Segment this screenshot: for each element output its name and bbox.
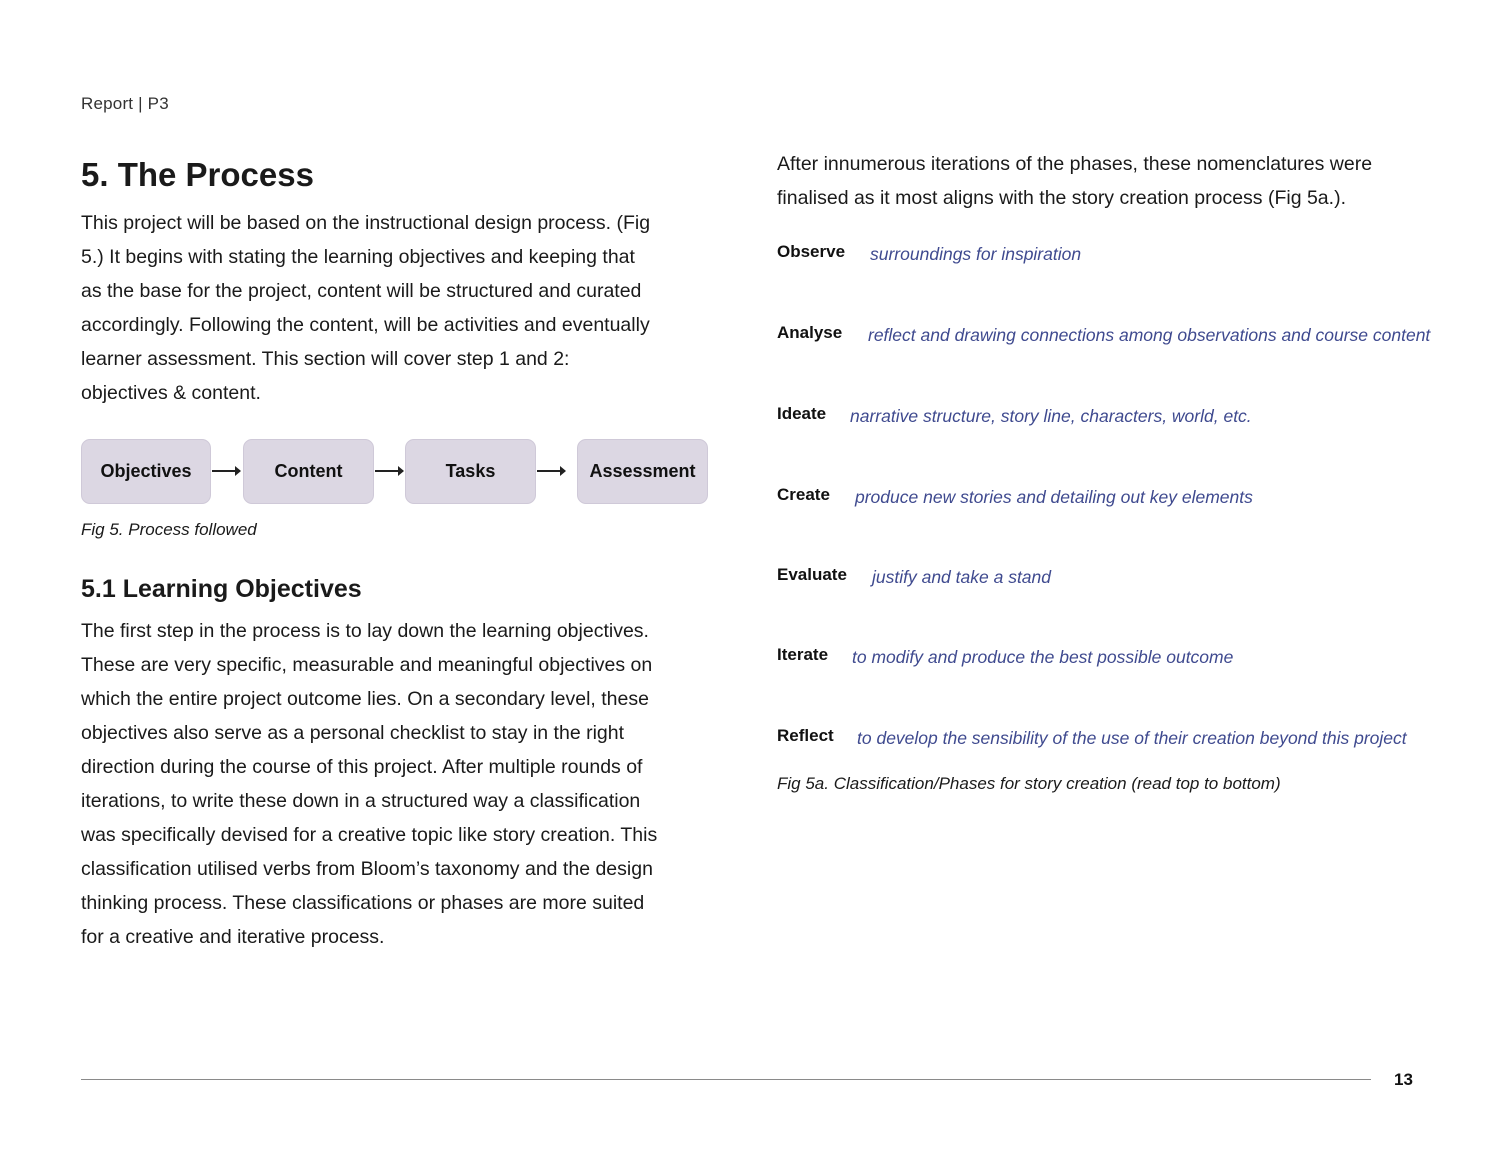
phase-desc-iterate: to modify and produce the best possible outcome: [852, 647, 1234, 667]
page-number: 13: [1394, 1070, 1413, 1089]
learning-objectives-paragraph: The first step in the process is to lay down the learning objectives. These are very specific, measurable and meaningful objectives on which the entire project outcome lies. On a secondary level, these objectives also serve as a personal checklist to stay in the right direction during the course of this project. After multiple rounds of iterations, to write these down in a structured way a classification was specifically devised for a creative topic like story creation. This classification utilised verbs from Bloom’s taxonomy and the design thinking process. These classifications or phases are more suited for a creative and iterative process.: [81, 620, 658, 948]
figure-caption-phases: Fig 5a. Classification/Phases for story creation (read top to bottom): [777, 774, 1281, 793]
phase-term-create: Create: [777, 485, 830, 504]
arrow-right-icon: [537, 470, 565, 472]
phase-term-reflect: Reflect: [777, 726, 834, 745]
phase-desc-analyse: reflect and drawing connections among observations and course content: [868, 325, 1431, 345]
phase-term-evaluate: Evaluate: [777, 565, 847, 584]
phase-term-analyse: Analyse: [777, 323, 843, 342]
phase-desc-create: produce new stories and detailing out key elements: [855, 487, 1253, 507]
phase-desc-observe: surroundings for inspiration: [870, 244, 1082, 264]
phases-intro-paragraph: After innumerous iterations of the phases, these nomenclatures were finalised as it most aligns with the story creation process (Fig 5a.).: [777, 153, 1373, 209]
footer-divider: [81, 1079, 1371, 1080]
phase-term-iterate: Iterate: [777, 645, 829, 664]
figure-caption-process: Fig 5. Process followed: [81, 520, 257, 539]
section-intro-paragraph: This project will be based on the instructional design process. (Fig 5.) It begins with stating the learning objectives and keeping that as the base for the project, content will be structured and curated accordingly. Following the content, will be activities and eventually learner assessment. This section will cover step 1 and 2: objectives & content.: [81, 212, 651, 404]
process-step-objectives: Objectives: [81, 439, 211, 504]
report-header-label: Report | P3: [81, 94, 169, 113]
phase-desc-ideate: narrative structure, story line, characters, world, etc.: [850, 406, 1252, 426]
phase-desc-evaluate: justify and take a stand: [872, 567, 1051, 587]
phase-term-ideate: Ideate: [777, 404, 827, 423]
section-title: 5. The Process: [81, 156, 314, 193]
subsection-title: 5.1 Learning Objectives: [81, 575, 362, 603]
process-step-content: Content: [243, 439, 374, 504]
arrow-right-icon: [212, 470, 240, 472]
process-step-tasks: Tasks: [405, 439, 536, 504]
arrow-right-icon: [375, 470, 403, 472]
process-step-assessment: Assessment: [577, 439, 708, 504]
phase-desc-reflect: to develop the sensibility of the use of their creation beyond this project: [857, 728, 1407, 748]
phase-term-observe: Observe: [777, 242, 846, 261]
